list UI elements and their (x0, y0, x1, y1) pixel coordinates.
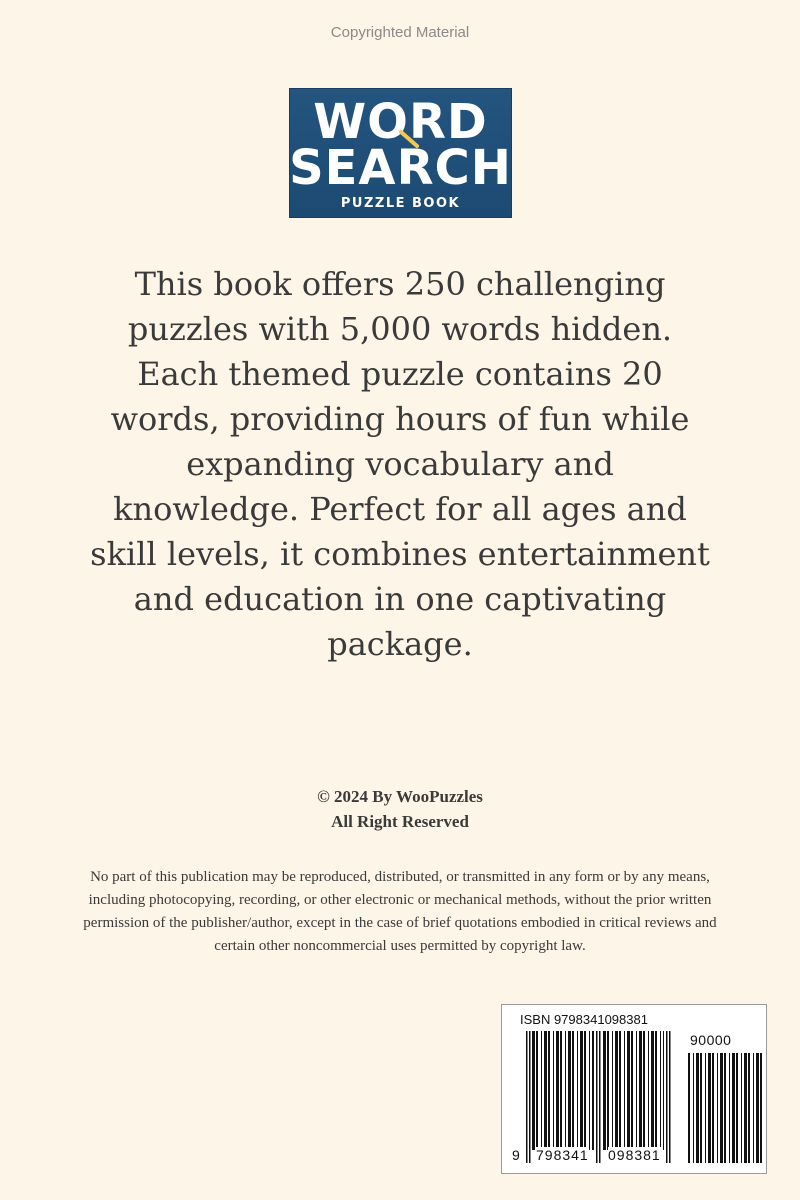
isbn-label: ISBN 9798341098381 (520, 1012, 648, 1027)
magnifier-icon (397, 128, 427, 150)
watermark-top: Copyrighted Material (330, 24, 470, 41)
barcode-right-digits: 098381 (608, 1147, 661, 1163)
logo-title-search: SEARCH (289, 140, 512, 196)
barcode-left-digits: 798341 (536, 1147, 589, 1163)
copyright-line: © 2024 By WooPuzzles (317, 787, 483, 806)
logo-subtitle: PUZZLE BOOK (340, 196, 461, 211)
word-search-logo (289, 88, 512, 218)
rights-reserved-line: All Right Reserved (331, 812, 469, 831)
legal-notice: No part of this publication may be reproduced, distributed, or transmitted in any form or by any means, including photocopying, recording, or other electronic or mechanical methods, without the prior written permission of the publisher/author, except in the case of brief quotations embodied in critical reviews and certain other noncommercial uses permitted by copyright law. (83, 869, 717, 954)
barcode-first-digit: 9 (512, 1147, 521, 1163)
logo-title-word: WORD (313, 94, 488, 150)
book-description: This book offers 250 challenging puzzles with 5,000 words hidden. Each themed puzzle contains 20 words, providing hours of fun while expanding vocabulary and knowledge. Perfect for all ages and skill levels, it combines entertainment and education in one captivating package. (90, 265, 710, 663)
isbn-barcode (501, 1004, 767, 1174)
price-code: 90000 (690, 1032, 732, 1048)
